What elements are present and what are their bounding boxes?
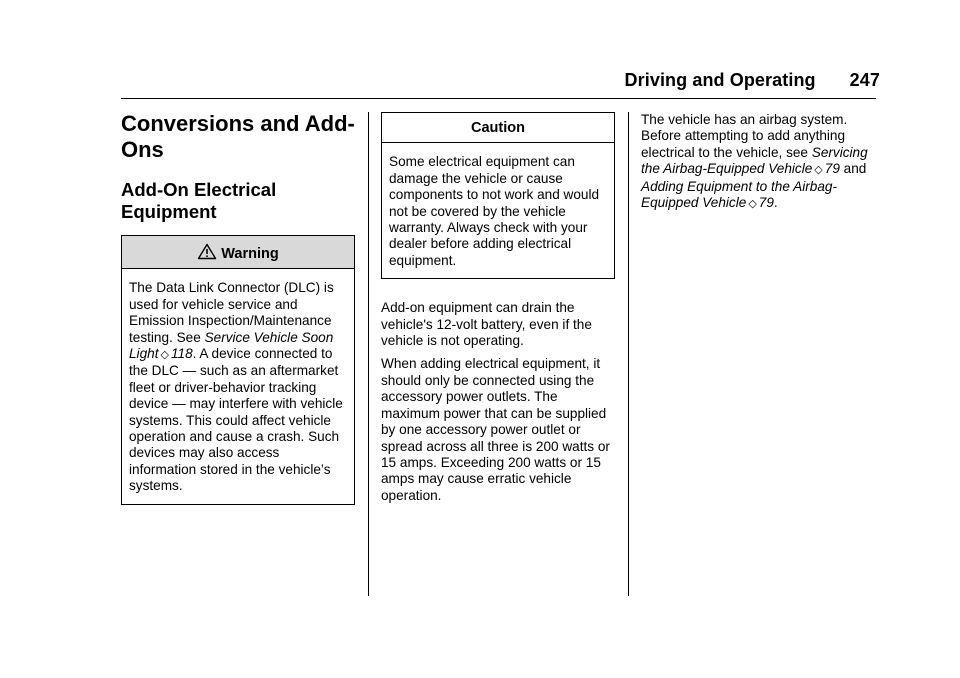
ref-arrow-icon: ◇	[748, 198, 757, 211]
warning-triangle-icon	[197, 243, 217, 260]
warning-body	[122, 269, 354, 503]
page-header	[0, 70, 880, 91]
ref-arrow-icon: ◇	[160, 349, 169, 362]
airbag-text-and: and	[839, 161, 867, 177]
caution-header: Caution	[382, 113, 614, 143]
chapter-heading: Conversions and Add-Ons	[121, 111, 355, 162]
warning-label: Warning	[221, 246, 279, 262]
warning-ref-title: Service Vehicle Soon Light	[129, 329, 334, 362]
column-3	[641, 112, 875, 219]
ref1-title: Servicing the Airbag-Equipped Vehicle	[641, 144, 868, 177]
caution-box	[381, 112, 615, 279]
ref1-page: 79	[824, 161, 840, 177]
warning-ref-page: 118	[170, 346, 193, 362]
section-heading: Add-On Electrical Equipment	[121, 179, 277, 222]
column-2	[381, 112, 615, 511]
column-divider-1	[368, 112, 369, 596]
warning-text-b: . A device connected to the DLC — such as an aftermarket fleet or driver-behavior tracking device — may interfere with vehicle systems. This could affect vehicle operation and cause a crash. Such devices may also access information stored in the vehicle’s systems.	[129, 346, 343, 494]
airbag-text-a: The vehicle has an airbag system. Before attempting to add anything electrical to the vehicle, see	[641, 112, 848, 160]
page-number: 247	[849, 70, 880, 90]
warning-header	[122, 236, 354, 269]
header-rule	[121, 98, 876, 99]
paragraph: Add-on equipment can drain the vehicle's 12-volt battery, even if the vehicle is not operating.	[381, 300, 592, 349]
paragraph: When adding electrical equipment, it should only be connected using the accessory power outlets. The maximum power that can be supplied by one accessory power outlet or spread across all three is 200 watts or 15 amps. Exceeding 200 watts or 15 amps may cause erratic vehicle operation.	[381, 356, 610, 503]
warning-text-a: The Data Link Connector (DLC) is used for vehicle service and Emission Inspection/Maintenance testing. See	[129, 280, 334, 345]
airbag-text-end: .	[773, 195, 778, 211]
column-divider-2	[628, 112, 629, 596]
column-1	[121, 108, 355, 505]
caution-body: Some electrical equipment can damage the vehicle or cause components to not work and would not be covered by the vehicle warranty. Always check with your dealer before adding electrical equipment.	[389, 154, 600, 268]
ref2-title: Adding Equipment to the Airbag-Equipped Vehicle	[641, 178, 837, 211]
ref-arrow-icon: ◇	[814, 164, 823, 177]
warning-box	[121, 235, 355, 505]
ref2-page: 79	[758, 195, 774, 211]
airbag-paragraph	[641, 112, 875, 212]
section-title: Driving and Operating	[624, 70, 816, 90]
